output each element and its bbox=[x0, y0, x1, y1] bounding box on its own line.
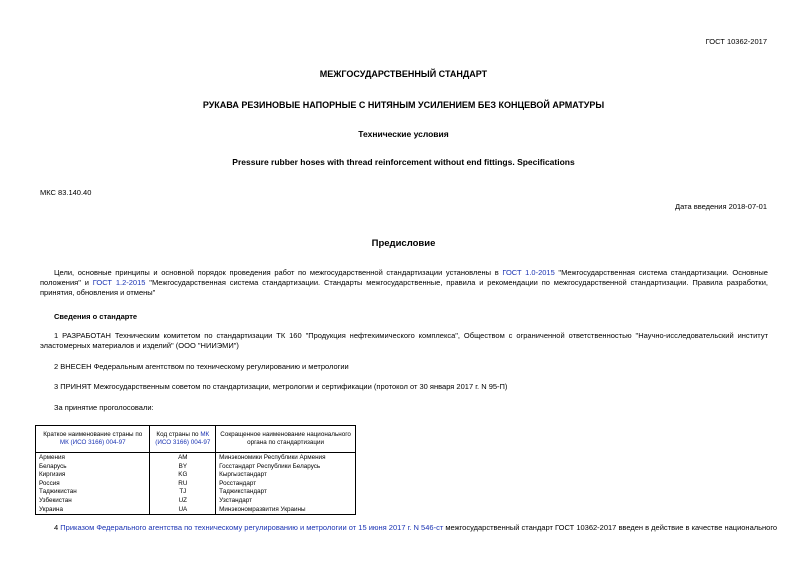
standard-type-title: МЕЖГОСУДАРСТВЕННЫЙ СТАНДАРТ bbox=[319, 69, 488, 79]
item-adopted: 3 ПРИНЯТ Межгосударственным советом по стандартизации, метрологии и сертификации (протокол от 30 января 2017 г. N 95-П) bbox=[54, 382, 508, 391]
header-national-body: Сокращенное наименование национального органа по стандартизации bbox=[216, 426, 356, 453]
country-cell: Узбекистан bbox=[36, 497, 150, 506]
country-cell: Украина bbox=[36, 506, 150, 515]
country-cell: Россия bbox=[36, 480, 150, 489]
body-cell: Росстандарт bbox=[216, 480, 356, 489]
body-cell: Госстандарт Республики Беларусь bbox=[216, 463, 356, 472]
table-header-row bbox=[36, 426, 356, 453]
item-number: 4 bbox=[54, 523, 61, 532]
item-approved bbox=[54, 523, 777, 533]
country-cell: Армения bbox=[36, 453, 150, 463]
document-number: ГОСТ 10362-2017 bbox=[705, 37, 767, 46]
gost-1-2-link[interactable]: ГОСТ 1.2-2015 bbox=[92, 278, 146, 287]
table-row bbox=[36, 480, 356, 489]
introduction-date: Дата введения 2018-07-01 bbox=[675, 202, 767, 211]
header-code: Код страны по МК (ИСО 3166) 004-97 bbox=[150, 426, 216, 453]
item-introduced: 2 ВНЕСЕН Федеральным агентством по техническому регулированию и метрологии bbox=[54, 362, 349, 371]
country-cell: Таджикистан bbox=[36, 488, 150, 497]
item-developed: 1 РАЗРАБОТАН Техническим комитетом по стандартизации ТК 160 "Продукция нефтехимического комплекса", Обществом с ограниченной ответственностью "Научно-исследовательский институт эластомерных материалов и изделий" (ООО "НИИЭМИ") bbox=[40, 331, 768, 350]
standard-name-ru: РУКАВА РЕЗИНОВЫЕ НАПОРНЫЕ С НИТЯНЫМ УСИЛЕНИЕМ БЕЗ КОНЦЕВОЙ АРМАТУРЫ bbox=[202, 100, 605, 110]
code-cell: RU bbox=[150, 480, 216, 489]
table-row bbox=[36, 488, 356, 497]
voting-table bbox=[35, 425, 356, 515]
code-cell: UZ bbox=[150, 497, 216, 506]
header-country: Краткое наименование страны по МК (ИСО 3166) 004-97 bbox=[36, 426, 150, 453]
code-cell: BY bbox=[150, 463, 216, 472]
order-link[interactable]: Приказом Федерального агентства по техническому регулированию и метрологии от 15 июня 2017 г. N 546-ст bbox=[60, 523, 444, 532]
code-cell: KG bbox=[150, 471, 216, 480]
table-row bbox=[36, 463, 356, 472]
mks-code: МКС 83.140.40 bbox=[40, 188, 92, 197]
paragraph-text: Цели, основные принципы и основной порядок проведения работ по межгосударственной стандартизации установлены в bbox=[54, 268, 503, 277]
paragraph-text: "Межгосударственная система стандартизации. Основные положения" и bbox=[40, 268, 768, 287]
item-text: межгосударственный стандарт ГОСТ 10362-2017 введен в действие в качестве национального bbox=[443, 523, 778, 532]
body-cell: Таджикстандарт bbox=[216, 488, 356, 497]
gost-1-0-link[interactable]: ГОСТ 1.0-2015 bbox=[502, 268, 555, 277]
table-row bbox=[36, 497, 356, 506]
mk-link[interactable]: МК bbox=[200, 430, 210, 438]
mk-iso-link[interactable]: МК (ИСО 3166) 004-97 bbox=[59, 439, 126, 446]
voted-label: За принятие проголосовали: bbox=[54, 403, 154, 412]
code-cell: AM bbox=[150, 453, 216, 463]
standard-name-en: Pressure rubber hoses with thread reinforcement without end fittings. Specifications bbox=[232, 157, 575, 167]
body-cell: Узстандарт bbox=[216, 497, 356, 506]
country-cell: Беларусь bbox=[36, 463, 150, 472]
standard-subtitle: Технические условия bbox=[358, 129, 449, 139]
table-row bbox=[36, 506, 356, 515]
body-cell: Минэкономики Республики Армения bbox=[216, 453, 356, 463]
table-row bbox=[36, 471, 356, 480]
table-row bbox=[36, 453, 356, 463]
foreword-paragraph bbox=[40, 268, 768, 298]
body-cell: Минэкономразвития Украины bbox=[216, 506, 356, 515]
foreword-heading: Предисловие bbox=[371, 238, 436, 249]
standard-info-heading: Сведения о стандарте bbox=[54, 312, 138, 321]
iso-3166-link[interactable]: (ИСО 3166) 004-97 bbox=[155, 439, 211, 446]
country-cell: Киргизия bbox=[36, 471, 150, 480]
paragraph-text: "Межгосударственная система стандартизации. Стандарты межгосударственные, правила и рекомендации по межгосударственной стандартизации. Правила разработки, принятия, обновления и отмены" bbox=[40, 278, 768, 297]
body-cell: Кыргызстандарт bbox=[216, 471, 356, 480]
code-cell: UA bbox=[150, 506, 216, 515]
code-cell: TJ bbox=[150, 488, 216, 497]
